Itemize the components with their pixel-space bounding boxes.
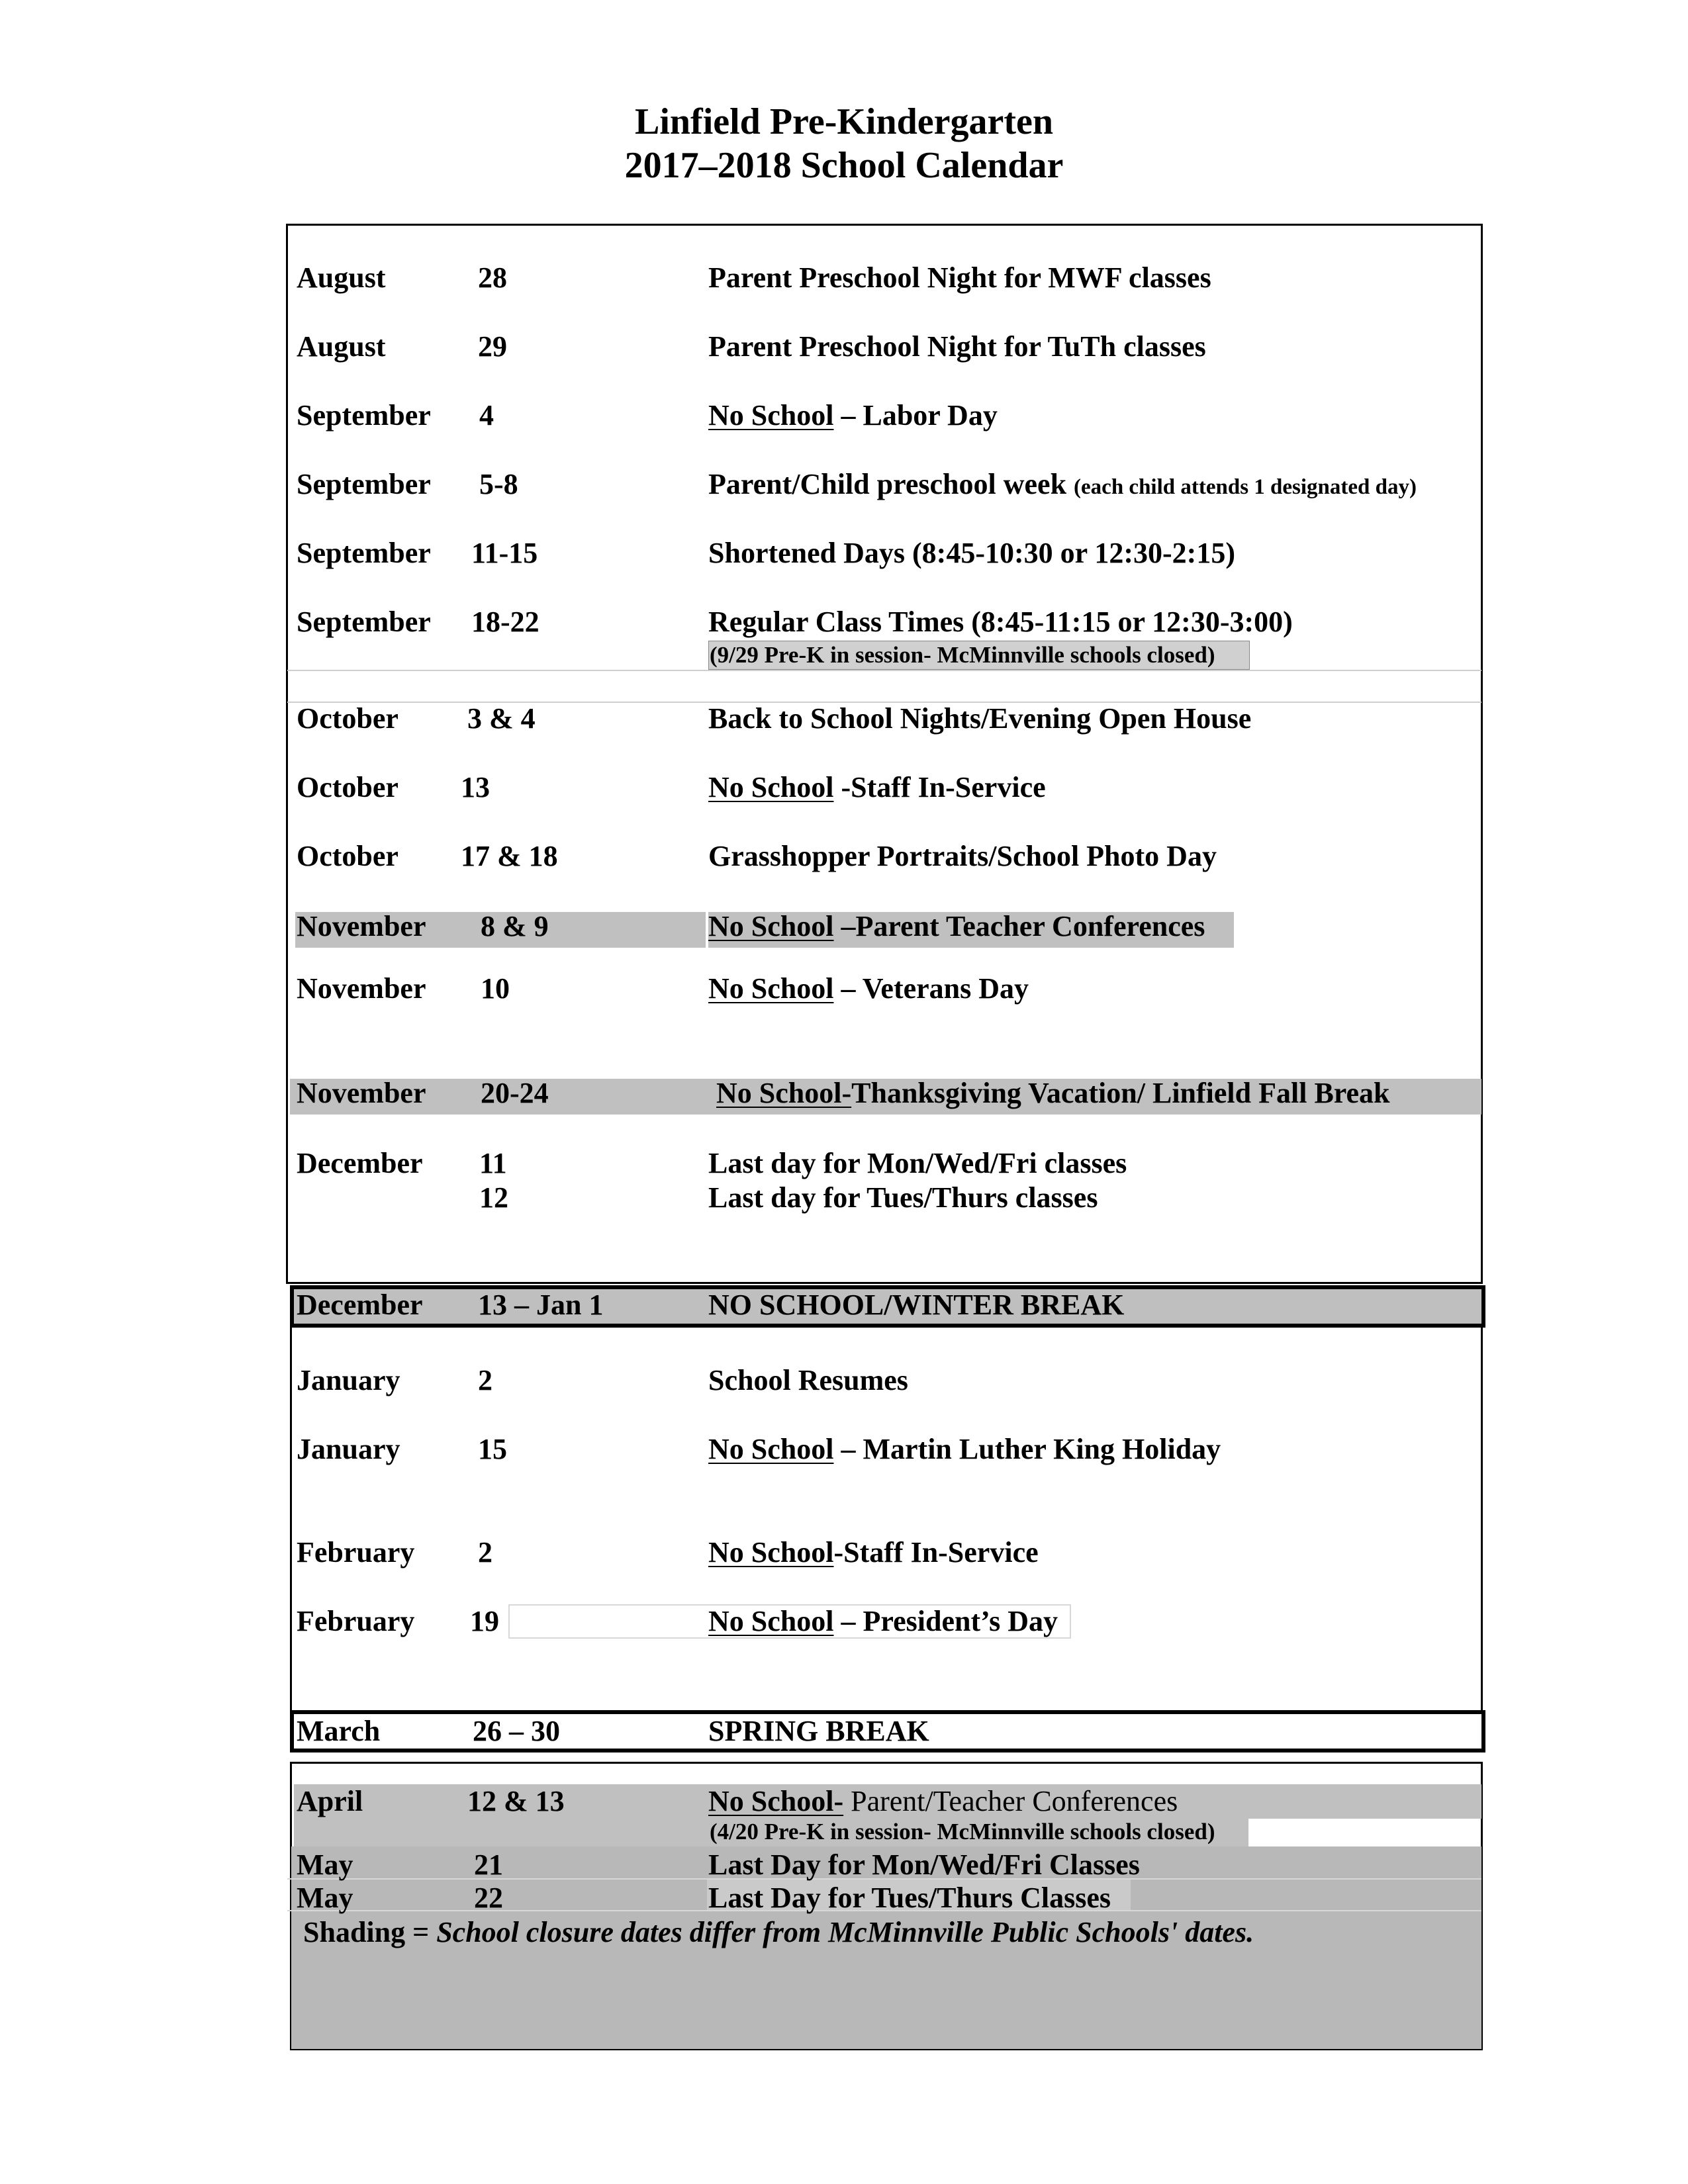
month-cell: May	[297, 1848, 353, 1881]
calendar-frame-fall	[286, 224, 1483, 1284]
event-cell	[708, 1534, 1039, 1571]
date-cell: 15	[478, 1433, 507, 1465]
date-cell: 5-8	[479, 468, 518, 500]
event-cell: Parent Preschool Night for MWF classes	[708, 261, 1211, 294]
event-cell: Regular Class Times (8:45-11:15 or 12:30-3:00)	[708, 606, 1293, 638]
month-cell: October	[297, 840, 399, 872]
legend-text: School closure dates differ from McMinnville Public Schools' dates.	[436, 1916, 1254, 1948]
shading-legend	[303, 1914, 1254, 1951]
page-title: Linfield Pre-Kindergarten	[635, 101, 1053, 142]
month-cell: September	[297, 468, 431, 500]
calendar-frame-winter	[290, 1296, 1483, 1717]
event-cell: NO SCHOOL/WINTER BREAK	[708, 1289, 1125, 1321]
event-cell	[708, 1783, 1178, 1820]
event-cell	[708, 397, 998, 434]
event-cell: Grasshopper Portraits/School Photo Day	[708, 840, 1217, 872]
date-cell: 13	[461, 771, 490, 803]
no-school-label: No School	[708, 771, 834, 803]
month-cell: September	[297, 537, 431, 569]
date-cell: 29	[478, 330, 507, 363]
month-cell: December	[297, 1147, 423, 1179]
event-qualifier: (each child attends 1 designated day)	[1074, 475, 1417, 499]
date-cell: 17 & 18	[461, 840, 558, 872]
date-cell: 8 & 9	[481, 910, 549, 942]
event-text: Parent/Child preschool week	[708, 468, 1074, 500]
date-cell: 2	[478, 1364, 492, 1396]
month-cell: August	[297, 261, 386, 294]
event-detail: – President’s Day	[833, 1605, 1058, 1637]
event-cell	[708, 466, 1417, 506]
event-cell: SPRING BREAK	[708, 1715, 929, 1747]
date-cell: 12 & 13	[467, 1785, 565, 1817]
event-cell: Last day for Mon/Wed/Fri classes	[708, 1147, 1127, 1179]
event-cell	[708, 908, 1205, 945]
date-cell: 2	[478, 1536, 492, 1569]
event-detail: Thanksgiving Vacation/ Linfield Fall Break	[851, 1077, 1390, 1109]
date-cell: 22	[474, 1882, 503, 1914]
event-cell	[708, 1431, 1221, 1468]
date-cell: 19	[470, 1605, 499, 1637]
no-school-label: No School-	[708, 1785, 844, 1817]
event-cell: Parent Preschool Night for TuTh classes	[708, 330, 1206, 363]
event-cell: Back to School Nights/Evening Open House	[708, 702, 1252, 735]
month-cell: October	[297, 702, 399, 735]
event-detail: -Staff In-Service	[833, 1536, 1039, 1569]
no-school-label: No School-	[716, 1077, 852, 1109]
month-cell: October	[297, 771, 399, 803]
date-cell: 20-24	[481, 1077, 549, 1109]
event-note: (9/29 Pre-K in session- McMinnville schools closed)	[710, 642, 1215, 668]
no-school-label: No School	[708, 1433, 834, 1465]
date-cell: 21	[474, 1848, 503, 1881]
event-detail: -Staff In-Service	[833, 771, 1046, 803]
event-cell: Last Day for Mon/Wed/Fri Classes	[708, 1848, 1140, 1881]
event-cell: Last Day for Tues/Thurs Classes	[708, 1882, 1111, 1914]
event-detail: – Labor Day	[833, 399, 998, 432]
no-school-label: No School	[708, 972, 834, 1005]
no-school-label: No School	[708, 1536, 834, 1569]
month-cell: September	[297, 399, 431, 432]
date-cell: 11	[479, 1147, 507, 1179]
date-cell: 10	[481, 972, 510, 1005]
page-subtitle: 2017–2018 School Calendar	[624, 145, 1064, 186]
event-cell	[708, 769, 1046, 806]
month-cell: November	[297, 972, 426, 1005]
event-cell: Last day for Tues/Thurs classes	[708, 1181, 1098, 1214]
month-cell: March	[297, 1715, 381, 1747]
event-detail: – Veterans Day	[833, 972, 1029, 1005]
no-school-label: No School	[708, 1605, 834, 1637]
no-school-label: No School	[708, 910, 834, 942]
event-detail: –Parent Teacher Conferences	[833, 910, 1205, 942]
date-cell: 3 & 4	[467, 702, 536, 735]
event-note: (4/20 Pre-K in session- McMinnville schools closed)	[710, 1819, 1215, 1844]
event-cell	[708, 970, 1029, 1007]
month-cell: May	[297, 1882, 353, 1914]
date-cell: 12	[479, 1181, 508, 1214]
month-cell: February	[297, 1605, 415, 1637]
month-cell: September	[297, 606, 431, 638]
date-cell: 4	[479, 399, 494, 432]
legend-label: Shading =	[303, 1916, 437, 1948]
month-cell: December	[297, 1289, 423, 1321]
event-cell: Shortened Days (8:45-10:30 or 12:30-2:15)	[708, 537, 1235, 569]
no-school-label: No School	[708, 399, 834, 432]
event-detail: Parent/Teacher Conferences	[843, 1785, 1178, 1817]
month-cell: April	[297, 1785, 363, 1817]
month-cell: January	[297, 1433, 400, 1465]
event-cell: School Resumes	[708, 1364, 908, 1396]
month-cell: November	[297, 910, 426, 942]
date-cell: 11-15	[471, 537, 538, 569]
date-cell: 18-22	[471, 606, 539, 638]
row-divider	[287, 670, 1481, 671]
month-cell: January	[297, 1364, 400, 1396]
date-cell: 28	[478, 261, 507, 294]
month-cell: February	[297, 1536, 415, 1569]
month-cell: November	[297, 1077, 426, 1109]
date-cell: 13 – Jan 1	[478, 1289, 604, 1321]
date-cell: 26 – 30	[473, 1715, 560, 1747]
event-cell	[708, 1603, 1058, 1640]
month-cell: August	[297, 330, 386, 363]
event-detail: – Martin Luther King Holiday	[833, 1433, 1221, 1465]
event-cell	[716, 1075, 1390, 1112]
